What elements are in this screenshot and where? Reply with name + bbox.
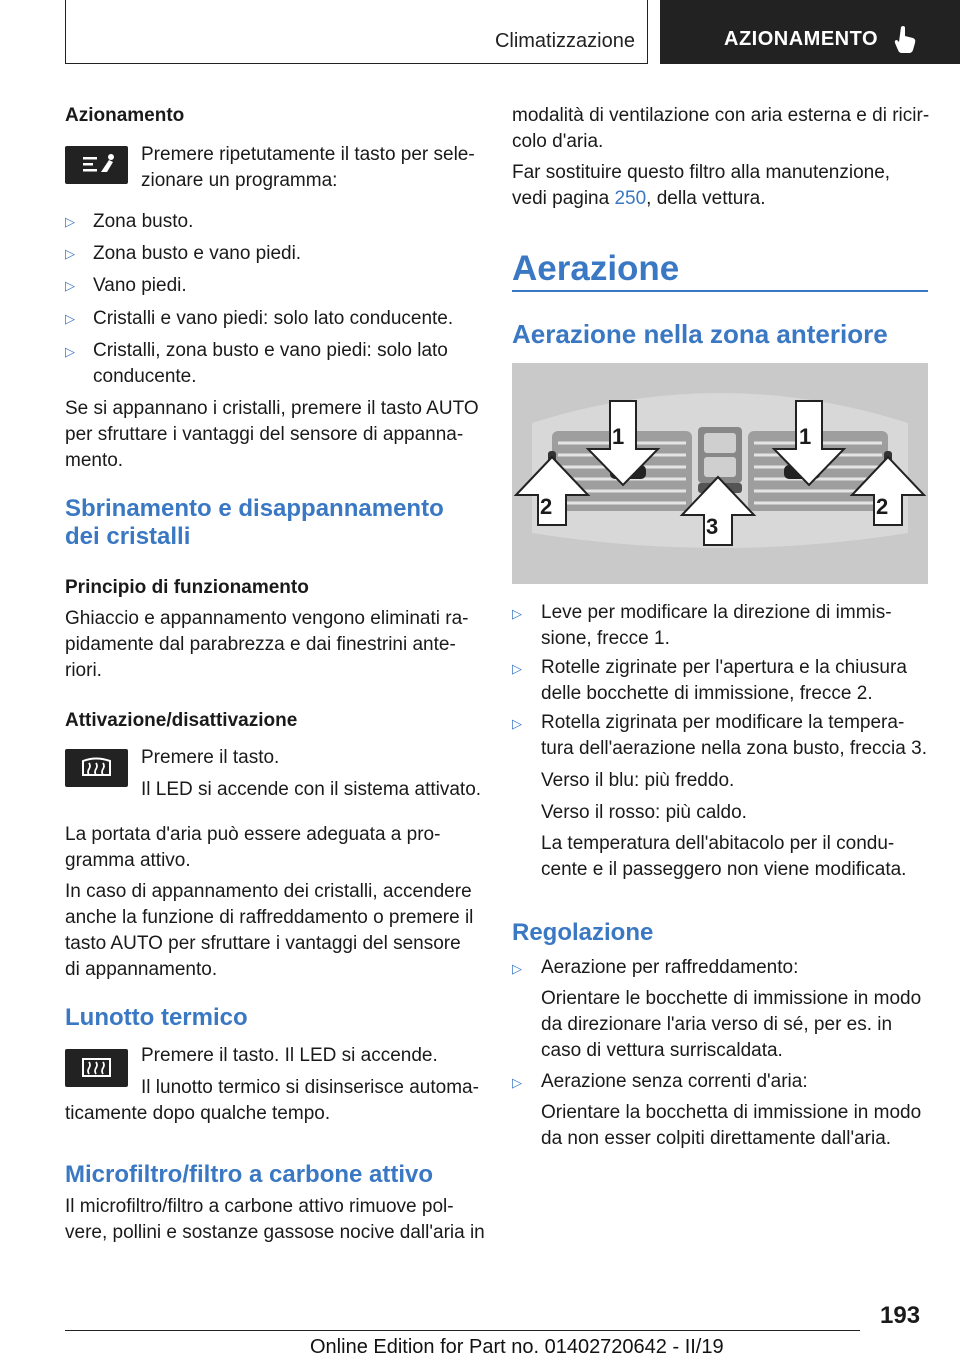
- legend-item-line: Rotella zigrinata per modificare la tempera-: [541, 712, 905, 733]
- legend-item-line: tura dell'aerazione nella zona busto, freccia 3.: [541, 738, 927, 759]
- windshield-defrost-button-icon: [65, 749, 128, 787]
- program-item-cont: conducente.: [93, 366, 197, 387]
- bullet-icon: ▷: [65, 344, 75, 359]
- aerazione-heading: Aerazione: [512, 249, 680, 288]
- legend-item-line: Rotelle zigrinate per l'apertura e la chiusura: [541, 657, 907, 678]
- hand-pointer-icon: [894, 25, 918, 53]
- lunotto-text: ticamente dopo qualche tempo.: [65, 1103, 331, 1124]
- portata-line: La portata d'aria può essere adeguata a pro-: [65, 824, 441, 845]
- rosso-text: Verso il rosso: più caldo.: [541, 802, 747, 823]
- blu-text: Verso il blu: più freddo.: [541, 770, 735, 791]
- microfiltro-line: vere, pollini e sostanze gassose nocive dall'aria in: [65, 1222, 485, 1243]
- regolazione-line: Orientare le bocchette di immissione in modo: [541, 988, 922, 1009]
- lunotto-text: Premere il tasto. Il LED si accende.: [141, 1045, 438, 1066]
- figure-label: 2: [876, 494, 889, 519]
- page-link[interactable]: 250: [614, 188, 647, 209]
- air-distribution-button-icon: [65, 146, 128, 184]
- program-item: Cristalli e vano piedi: solo lato conducente.: [93, 308, 454, 329]
- program-item: Zona busto e vano piedi.: [93, 243, 302, 264]
- attivazione-heading: Attivazione/disattivazione: [65, 710, 298, 731]
- sostituzione-text: vedi pagina: [512, 188, 615, 209]
- bullet-icon: ▷: [512, 661, 522, 676]
- portata-line: gramma attivo.: [65, 850, 191, 871]
- header-chapter-label: AZIONAMENTO: [724, 28, 879, 50]
- auto-paragraph-line: Se si appannano i cristalli, premere il tasto AUTO: [65, 398, 479, 419]
- air-vents-figure: [512, 363, 928, 584]
- footer-edition: Online Edition for Part no. 01402720642 - II/19: [310, 1336, 724, 1358]
- program-item: Cristalli, zona busto e vano piedi: solo lato: [93, 340, 448, 361]
- program-item: Vano piedi.: [93, 275, 187, 296]
- regolazione-item: Aerazione per raffreddamento:: [541, 957, 799, 978]
- attivazione-text: Premere il tasto.: [141, 747, 280, 768]
- rear-window-defrost-button-icon: [65, 1049, 128, 1087]
- azionamento-heading: Azionamento: [65, 105, 185, 126]
- bullet-icon: ▷: [65, 246, 75, 261]
- bullet-icon: ▷: [65, 214, 75, 229]
- legend-item-line: Leve per modificare la direzione di immis-: [541, 602, 892, 623]
- microfiltro-line: Il microfiltro/filtro a carbone attivo rimuove pol-: [65, 1196, 454, 1217]
- azionamento-text-1: Premere ripetutamente il tasto per sele-: [141, 144, 475, 165]
- figure-label: 3: [706, 514, 719, 539]
- sostituzione-line: Far sostituire questo filtro alla manutenzione,: [512, 162, 891, 183]
- regolazione-item: Aerazione senza correnti d'aria:: [541, 1071, 808, 1092]
- anteriore-heading: Aerazione nella zona anteriore: [512, 319, 888, 349]
- figure-label: 2: [540, 494, 553, 519]
- auto-paragraph-line: per sfruttare i vantaggi del sensore di appanna-: [65, 424, 464, 445]
- azionamento-text-2: zionare un programma:: [141, 170, 338, 191]
- figure-label: 1: [612, 424, 625, 449]
- bullet-icon: ▷: [65, 278, 75, 293]
- sostituzione-text: , della vettura.: [646, 188, 766, 209]
- lunotto-text: Il lunotto termico si disinserisce automa-: [141, 1077, 479, 1098]
- caso-line: tasto AUTO per sfruttare i vantaggi del sensore: [65, 933, 461, 954]
- caso-line: di appannamento.: [65, 959, 218, 980]
- defrost-heading-line-1: Sbrinamento e disappannamento: [65, 495, 444, 522]
- sostituzione-line: [512, 186, 766, 212]
- defrost-heading-line-2: dei cristalli: [65, 523, 191, 550]
- legend-item-line: sione, frecce 1.: [541, 628, 670, 649]
- bullet-icon: ▷: [512, 1075, 522, 1090]
- header-chapter-tab: [660, 0, 960, 64]
- principio-heading: Principio di funzionamento: [65, 577, 309, 598]
- legend-item-line: delle bocchette di immissione, frecce 2.: [541, 683, 873, 704]
- regolazione-line: caso di vettura surriscaldata.: [541, 1040, 783, 1061]
- regolazione-line: da non esser colpiti direttamente dall'aria.: [541, 1128, 892, 1149]
- regolazione-heading: Regolazione: [512, 919, 654, 946]
- figure-label: 1: [799, 424, 812, 449]
- bullet-icon: ▷: [512, 961, 522, 976]
- caso-line: anche la funzione di raffreddamento o premere il: [65, 907, 474, 928]
- program-item: Zona busto.: [93, 211, 194, 232]
- caso-line: In caso di appannamento dei cristalli, accendere: [65, 881, 472, 902]
- bullet-icon: ▷: [512, 606, 522, 621]
- principio-line: riori.: [65, 660, 102, 681]
- header-section-box: [65, 0, 648, 64]
- regolazione-line: Orientare la bocchetta di immissione in modo: [541, 1102, 922, 1123]
- principio-line: Ghiaccio e appannamento vengono eliminati ra-: [65, 608, 469, 629]
- temperature-line: La temperatura dell'abitacolo per il condu-: [541, 833, 895, 854]
- page-number: 193: [880, 1302, 921, 1329]
- bullet-icon: ▷: [512, 716, 522, 731]
- lunotto-heading: Lunotto termico: [65, 1004, 248, 1031]
- header-section-title: Climatizzazione: [494, 30, 635, 52]
- footer-divider: [65, 1330, 860, 1331]
- continuation-line: modalità di ventilazione con aria esterna e di ricir-: [512, 105, 930, 126]
- attivazione-text: Il LED si accende con il sistema attivato.: [141, 779, 482, 800]
- heading-rule: [512, 290, 928, 292]
- temperature-line: cente e il passeggero non viene modificata.: [541, 859, 907, 880]
- regolazione-line: da direzionare l'aria verso di sé, per es. in: [541, 1014, 893, 1035]
- principio-line: pidamente dal parabrezza e dai finestrini ante-: [65, 634, 456, 655]
- bullet-icon: ▷: [65, 311, 75, 326]
- microfiltro-heading: Microfiltro/filtro a carbone attivo: [65, 1161, 434, 1188]
- continuation-line: colo d'aria.: [512, 131, 604, 152]
- auto-paragraph-line: mento.: [65, 450, 124, 471]
